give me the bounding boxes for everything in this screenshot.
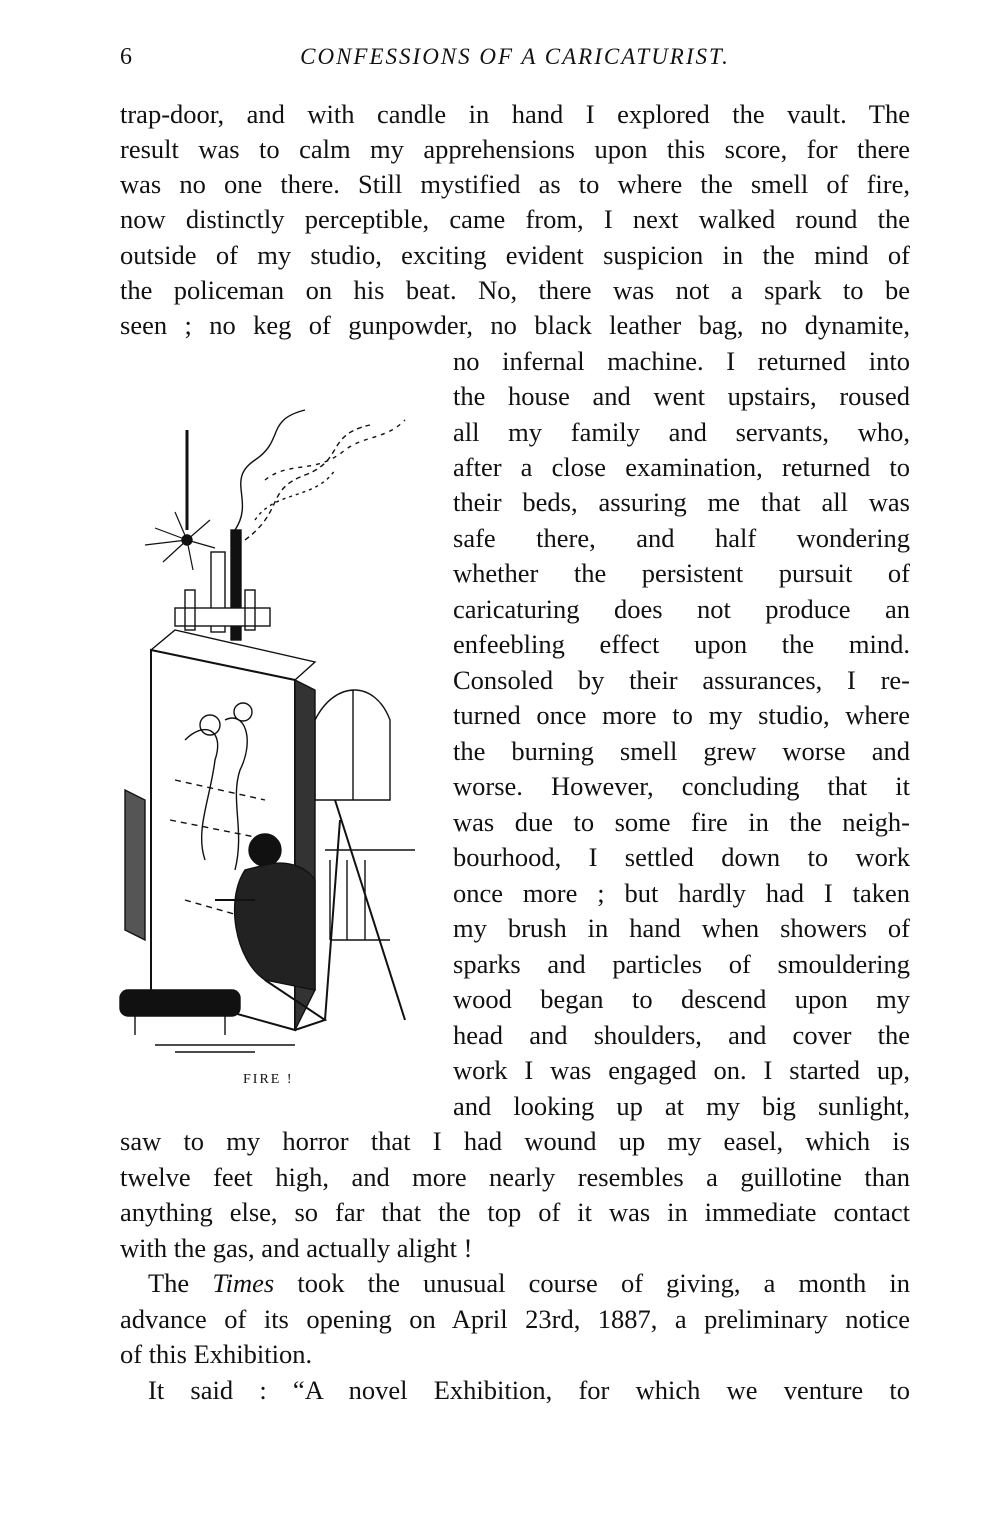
text-line: was due to some fire in the neigh- <box>453 807 910 837</box>
text-line: worse. However, concluding that it <box>453 771 910 801</box>
text-line: the policeman on his beat. No, there was not a spark to be <box>120 275 910 305</box>
illustration-artist-at-burning-easel <box>115 380 435 1060</box>
times-lead: The <box>148 1268 213 1298</box>
times-rest: took the unusual course of giving, a month in <box>274 1268 910 1298</box>
running-title: CONFESSIONS OF A CARICATURIST. <box>300 44 730 69</box>
illustration-artist-at-burning-easel-icon <box>115 380 435 1060</box>
text-line: turned once more to my studio, where <box>453 700 910 730</box>
text-line: all my family and servants, who, <box>453 417 910 447</box>
page-number: 6 <box>120 44 132 70</box>
text-line: anything else, so far that the top of it was in immediate contact <box>120 1197 910 1227</box>
text-line: the burning smell grew worse and <box>453 736 910 766</box>
text-line: whether the persistent pursuit of <box>453 558 910 588</box>
text-line: It said : “A novel Exhibition, for which we venture to <box>148 1375 910 1405</box>
text-line: sparks and particles of smouldering <box>453 949 910 979</box>
figure-caption: FIRE ! <box>243 1072 294 1087</box>
text-line: their beds, assuring me that all was <box>453 487 910 517</box>
text-line: my brush in hand when showers of <box>453 913 910 943</box>
text-line: trap-door, and with candle in hand I explored the vault. The <box>120 99 910 129</box>
text-line: the house and went upstairs, roused <box>453 381 910 411</box>
text-line: work I was engaged on. I started up, <box>453 1055 910 1085</box>
text-line: after a close examination, returned to <box>453 452 910 482</box>
text-line: wood began to descend upon my <box>453 984 910 1014</box>
text-line: safe there, and half wondering <box>453 523 910 553</box>
text-line: now distinctly perceptible, came from, I next walked round the <box>120 204 910 234</box>
text-line: was no one there. Still mystified as to where the smell of fire, <box>120 169 910 199</box>
text-line: no infernal machine. I returned into <box>453 346 910 376</box>
text-line: enfeebling effect upon the mind. <box>453 629 910 659</box>
text-line: once more ; but hardly had I taken <box>453 878 910 908</box>
times-title: Times <box>212 1268 275 1298</box>
text-line: caricaturing does not produce an <box>453 594 910 624</box>
text-line: of this Exhibition. <box>120 1339 313 1369</box>
paragraph-times <box>120 1265 910 1301</box>
page-header <box>120 44 910 84</box>
text-line: result was to calm my apprehensions upon this score, for there <box>120 134 910 164</box>
text-line: advance of its opening on April 23rd, 1887, a preliminary notice <box>120 1304 910 1334</box>
text-line: Consoled by their assurances, I re- <box>453 665 910 695</box>
text-line: and looking up at my big sunlight, <box>453 1091 910 1121</box>
text-line: head and shoulders, and cover the <box>453 1020 910 1050</box>
text-line: seen ; no keg of gunpowder, no black leather bag, no dynamite, <box>120 310 910 340</box>
text-line: twelve feet high, and more nearly resembles a guillotine than <box>120 1162 910 1192</box>
text-line: saw to my horror that I had wound up my easel, which is <box>120 1126 910 1156</box>
text-line: bourhood, I settled down to work <box>453 842 910 872</box>
text-line: with the gas, and actually alight ! <box>120 1233 473 1263</box>
text-line: outside of my studio, exciting evident suspicion in the mind of <box>120 240 910 270</box>
